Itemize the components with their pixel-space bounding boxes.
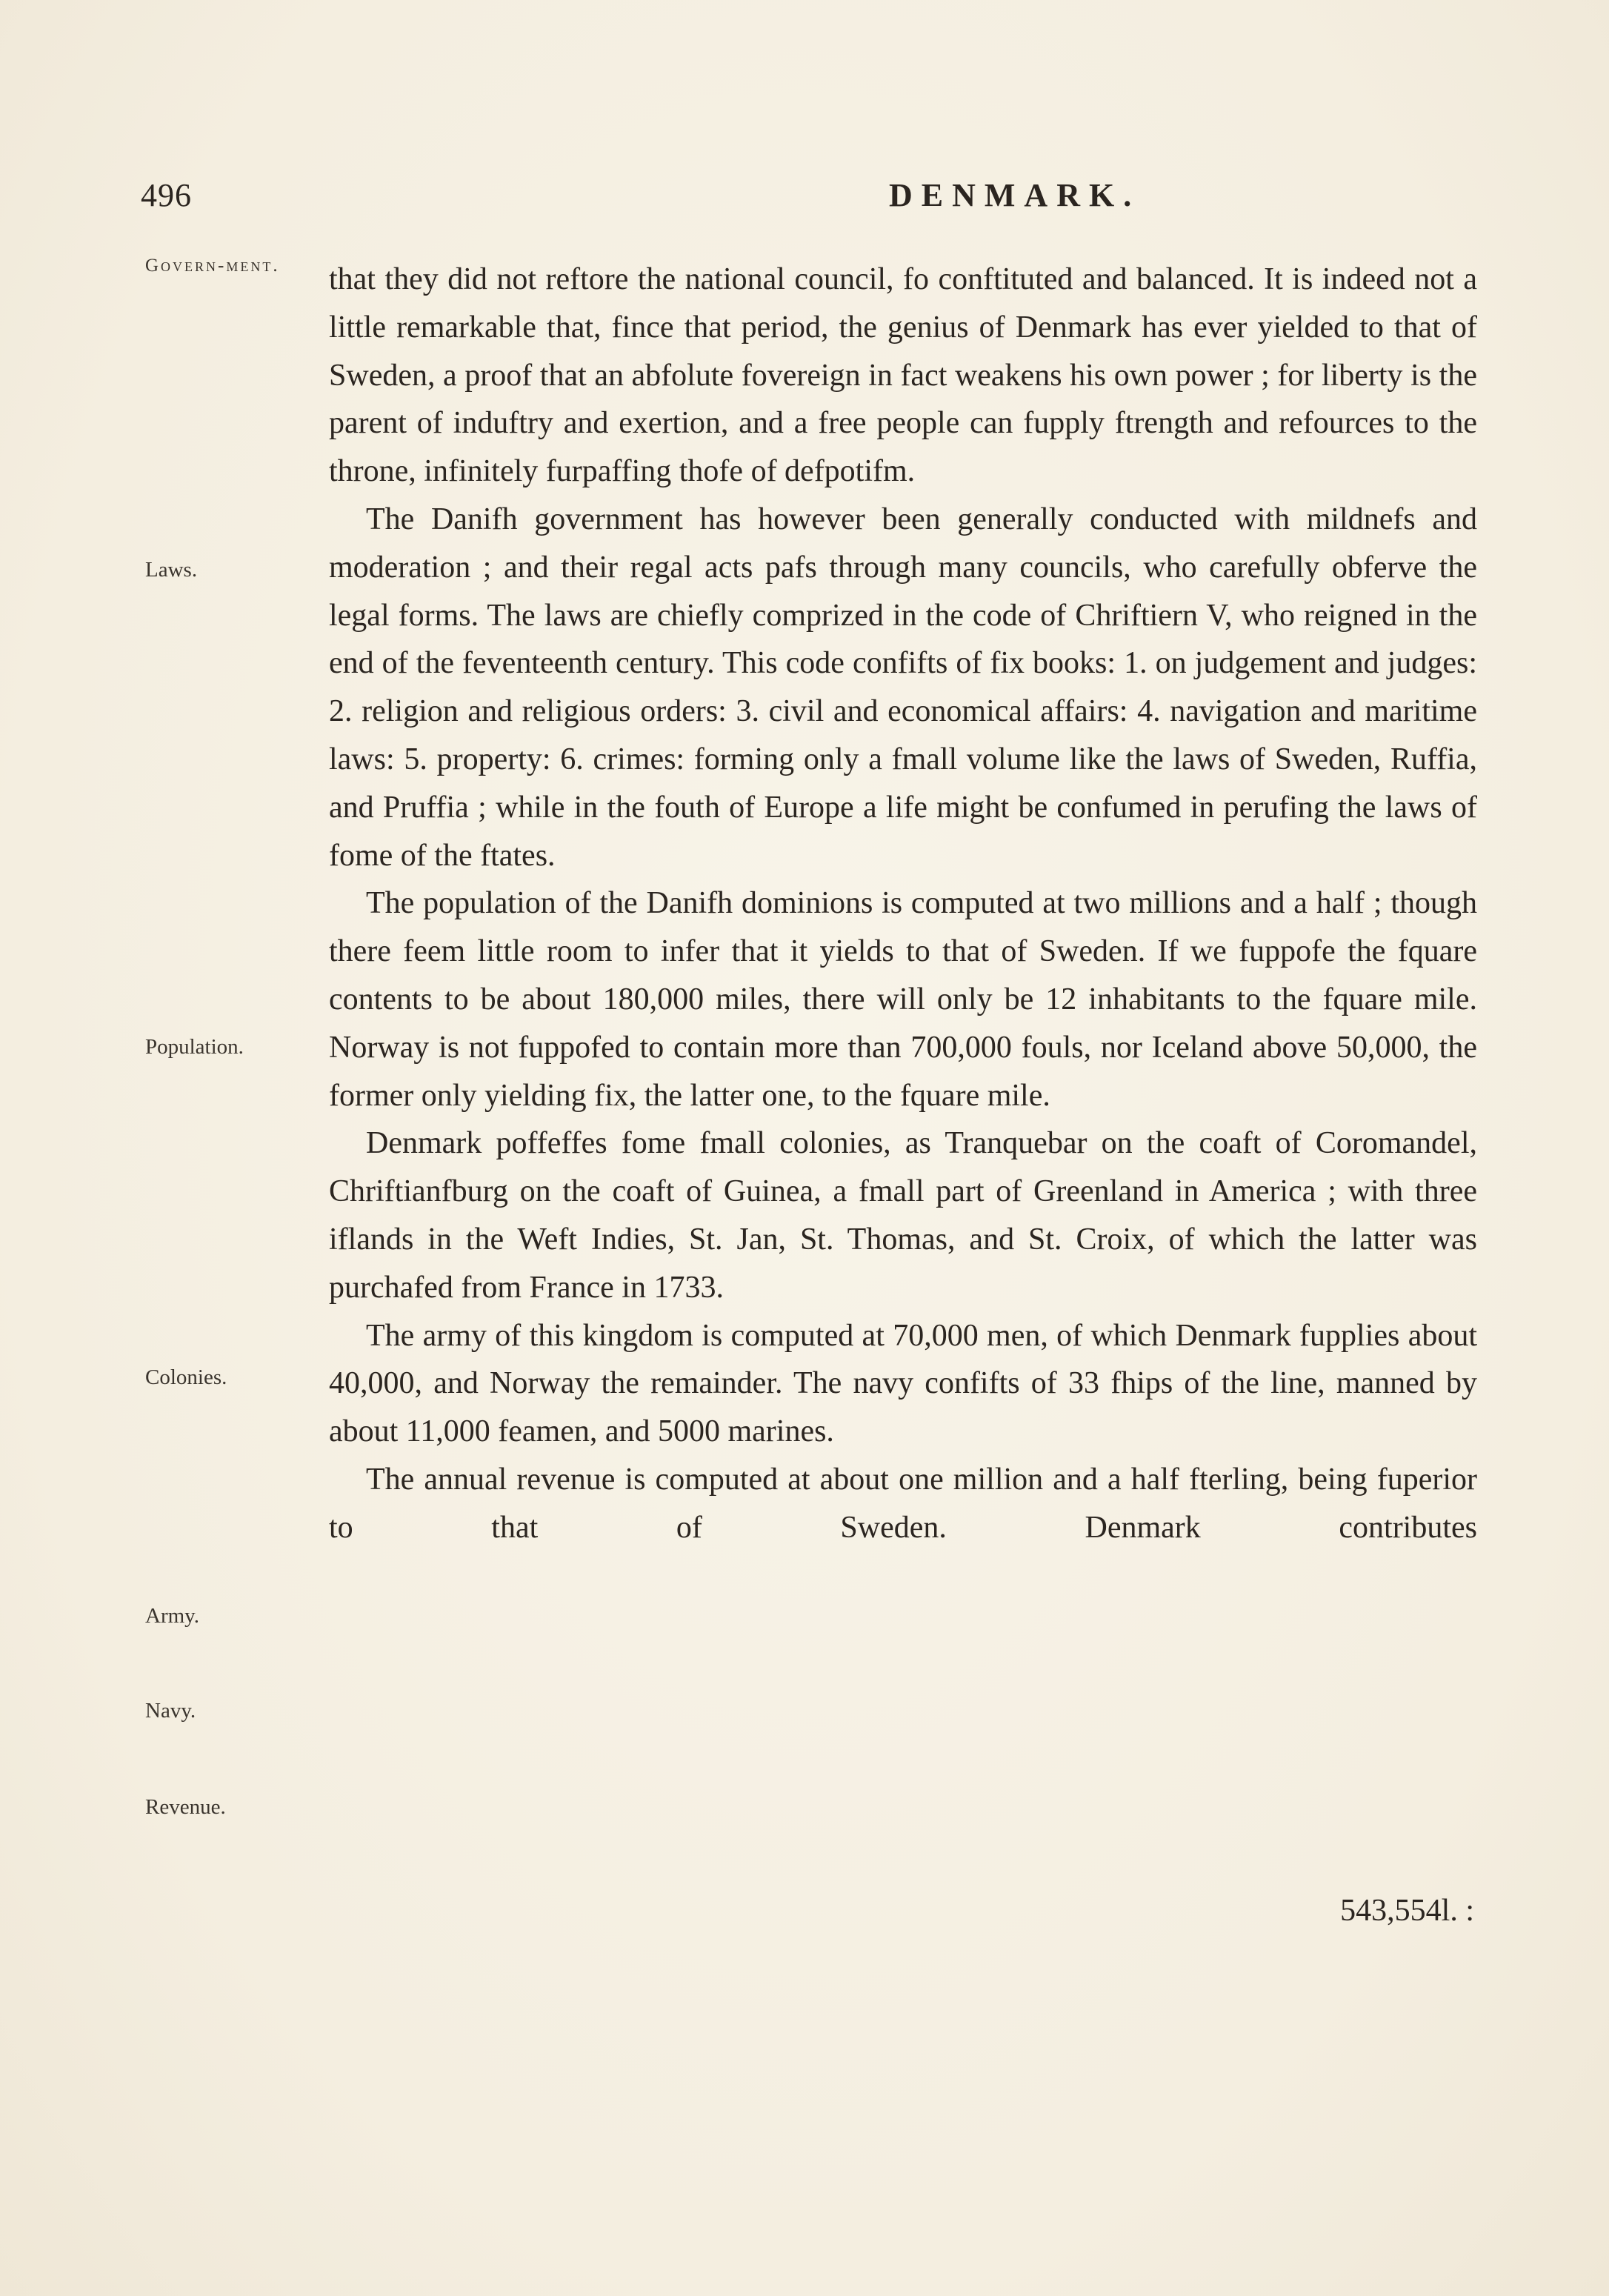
paragraph-army-navy: The army of this kingdom is computed at 70,000 men, of which Denmark fupplies about 40,000, and Norway the remainder. The navy confifts of 33 fhips of the line, manned by about 11,000 feamen, and 5000 marines.	[329, 1318, 1477, 1449]
sidenote-colonies: Colonies.	[145, 1365, 227, 1389]
sidenote-population: Population.	[145, 1035, 244, 1059]
page-number: 496	[141, 177, 192, 213]
sidenote-government: Govern-ment.	[145, 256, 280, 276]
paragraph-laws: The Danifh government has however been generally conducted with mildnefs and moderation ; and their regal acts pafs through many councils, who carefully obferve the legal forms. The laws are chiefly comprized in the code of Chriftiern V, who reigned in the end of the feventeenth century. This code confifts of fix books: 1. on judgement and judges: 2. religion and religious orders: 3. civil and economical affairs: 4. navigation and maritime laws: 5. property: 6. crimes: forming only a fmall volume like the laws of Sweden, Ruffia, and Pruffia ; while in the fouth of Europe a life might be confumed in perufing the laws of fome of the ftates.	[329, 502, 1477, 873]
running-title: DENMARK.	[889, 177, 1141, 213]
body-text	[329, 256, 1477, 1552]
paragraph-colonies: Denmark poffeffes fome fmall colonies, as Tranquebar on the coaft of Coromandel, Chriftianfburg on the coaft of Guinea, a fmall part of Greenland in America ; with three iflands in the Weft Indies, St. Jan, St. Thomas, and St. Croix, of which the latter was purchafed from France in 1733.	[329, 1126, 1477, 1305]
sidenote-revenue: Revenue.	[145, 1795, 226, 1819]
sidenote-navy: Navy.	[145, 1699, 196, 1723]
sidenote-army: Army.	[145, 1604, 200, 1628]
paragraph-population: The population of the Danifh dominions is computed at two millions and a half ; though there feem little room to infer that it yields to that of Sweden. If we fuppofe the fquare contents to be about 180,000 miles, there will only be 12 inhabitants to the fquare mile. Norway is not fuppofed to contain more than 700,000 fouls, nor Iceland above 50,000, the former only yielding fix, the latter one, to the fquare mile.	[329, 886, 1477, 1113]
paragraph-revenue: The annual revenue is computed at about one million and a half fterling, being fuperior to that of Sweden. Denmark contributes	[329, 1462, 1477, 1545]
page-header	[141, 176, 1489, 221]
paragraph-government: that they did not reftore the national council, fo conftituted and balanced. It is indeed not a little remarkable that, fince that period, the genius of Denmark has ever yielded to that of Sweden, a proof that an abfolute fovereign in fact weakens his own power ; for liberty is the parent of induftry and exertion, and a free people can fupply ftrength and refources to the throne, infinitely furpaffing thofe of defpotifm.	[329, 262, 1477, 489]
catchword: 543,554l. :	[1340, 1894, 1474, 1928]
sidenote-laws: Laws.	[145, 558, 198, 582]
